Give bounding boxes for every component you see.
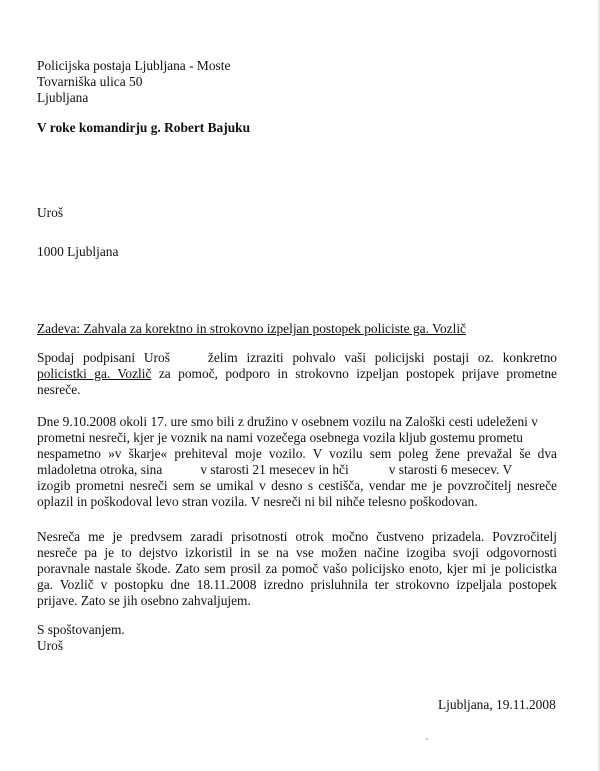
paragraph-1 [37,350,557,398]
para2-line3: nespametno »v škarje« prehiteval moje vozilo. V vozilu sem poleg žene prevažal še dva [37,446,557,461]
paragraph-2 [37,414,557,510]
scan-speck [426,738,428,740]
sender-city: 1000 Ljubljana [37,244,119,259]
para1-line3: nesreče. [37,382,81,397]
recipient-address [37,58,557,106]
para2-line4-b: v starosti 21 mesecev in hči [200,462,349,477]
closing [37,622,557,654]
para2-line1: Dne 9.10.2008 okoli 17. ure smo bili z družino v osebnem vozilu na Zaloški cesti udeleženi v [37,414,538,429]
subject-line: Zadeva: Zahvala za korektno in strokovno izpeljan postopek policiste ga. Vozlič [37,321,466,336]
para1-line2-b: za pomoč, podporo in strokovno izpeljan postopek prijave prometne [151,366,557,381]
para3-line5: prijave. Zato se jih osebno zahvaljujem. [37,593,251,608]
para2-line4-a: mladoletna otroka, sina [37,462,163,477]
para2-line2: prometni nesreči, kjer je voznik na nami vozečega osebnega vozila kljub gostemu prometu [37,430,523,445]
para3-line2: nesreče pa je to dejstvo izkoristil in se na vse možen načine izogiba svoji odgovornosti [37,545,557,560]
para2-line4-c: v starosti 6 mesecev. V [388,462,513,477]
officer-name: policistki ga. Vozlič [37,366,152,381]
paragraph-3 [37,529,557,609]
para3-line4: ga. Vozlič v postopku dne 18.11.2008 izredno prisluhnila ter strokovno izpeljala postopek [37,577,557,592]
para3-line1: Nesreča me je predvsem zaradi prisotnosti otrok močno čustveno prizadela. Povzročitelj [37,529,557,544]
recipient-line-3: Ljubljana [37,90,89,105]
attention-line: V roke komandirju g. Robert Bajuku [37,120,251,135]
para3-line3: poravnale nastale škode. Zato sem prosil za pomoč vašo policijsko enoto, kjer mi je policistka [37,561,557,576]
para2-line5: izogib prometni nesreči sem se umikal v desno s cestišča, vendar me je povzročitelj nesreče [37,478,557,493]
para1-line1-a: Spodaj podpisani Uroš [37,350,170,365]
para1-line1-b: želim izraziti pohvalo vaši policijski postaji oz. konkretno [207,350,558,365]
sender-name: Uroš [37,205,64,220]
place-date: Ljubljana, 19.11.2008 [438,697,556,712]
para2-line6: oplazil in poškodoval levo stran vozila. V nesreči ni bil nihče telesno poškodovan. [37,494,478,509]
closing-name: Uroš [37,638,64,653]
recipient-line-2: Tovarniška ulica 50 [37,74,143,89]
recipient-line-1: Policijska postaja Ljubljana - Moste [37,58,231,73]
closing-greeting: S spoštovanjem. [37,622,125,637]
